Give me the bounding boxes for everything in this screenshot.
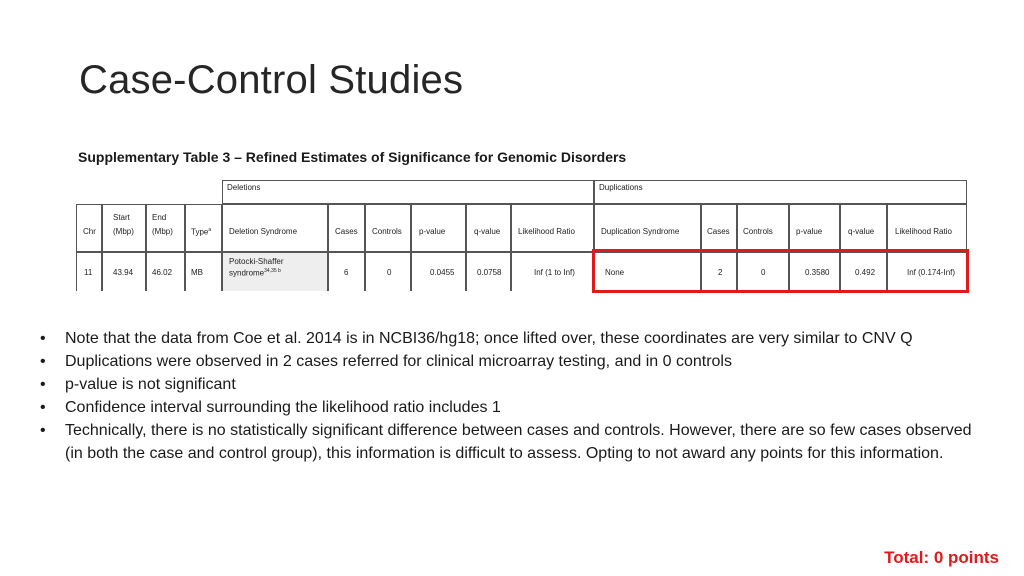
col-dup-lr: Likelihood Ratio — [887, 204, 967, 252]
bullet-icon: • — [40, 353, 46, 370]
col-type: Type$^a$ — [185, 204, 222, 252]
col-chr: Chr — [76, 204, 102, 252]
bullet-icon: • — [40, 399, 46, 416]
cell-del-pvalue: 0.0455 — [411, 252, 466, 291]
col-dup-controls: Controls — [737, 204, 789, 252]
bullet-icon: • — [40, 422, 46, 439]
deletions-group-header: Deletions — [222, 180, 594, 204]
list-item: • p-value is not significant — [40, 373, 980, 396]
col-start: Start (Mbp) — [102, 204, 146, 252]
list-item: • Confidence interval surrounding the likelihood ratio includes 1 — [40, 396, 980, 419]
cell-del-lr: Inf (1 to Inf) — [511, 252, 594, 291]
col-del-pvalue: p-value — [411, 204, 466, 252]
cell-del-qvalue: 0.0758 — [466, 252, 511, 291]
cell-del-cases: 6 — [328, 252, 365, 291]
cell-chr: 11 — [76, 252, 102, 291]
col-dup-pvalue: p-value — [789, 204, 840, 252]
col-del-cases: Cases — [328, 204, 365, 252]
total-points: Total: 0 points — [884, 548, 999, 567]
col-del-controls: Controls — [365, 204, 411, 252]
cell-dup-lr: Inf (0.174-Inf) — [887, 252, 967, 291]
bullet-list — [40, 327, 980, 465]
cell-dup-syndrome: None — [594, 252, 701, 291]
cell-del-controls: 0 — [365, 252, 411, 291]
cell-dup-pvalue: 0.3580 — [789, 252, 840, 291]
duplication-row-highlight-box — [592, 249, 969, 293]
cell-start: 43.94 — [102, 252, 146, 291]
bullet-icon: • — [40, 376, 46, 393]
cell-dup-controls: 0 — [737, 252, 789, 291]
col-del-lr: Likelihood Ratio — [511, 204, 594, 252]
slide-title: Case-Control Studies — [79, 58, 464, 102]
col-dup-syndrome: Duplication Syndrome — [594, 204, 701, 252]
list-item: • Technically, there is no statistically significant difference between cases and controls. However, there are so few cases observed (in both the case and control group), this information is difficult to assess. Opting to not award any points for this information. — [40, 419, 980, 465]
col-dup-cases: Cases — [701, 204, 737, 252]
duplications-group-header: Duplications — [594, 180, 967, 204]
cell-dup-cases: 2 — [701, 252, 737, 291]
list-item: • Duplications were observed in 2 cases referred for clinical microarray testing, and in 0 controls — [40, 350, 980, 373]
col-del-qvalue: q-value — [466, 204, 511, 252]
bullet-icon: • — [40, 330, 46, 347]
list-item: • Note that the data from Coe et al. 2014 is in NCBI36/hg18; once lifted over, these coordinates are very similar to CNV Q — [40, 327, 980, 350]
cell-del-syndrome: Potocki-Shaffer syndrome$^{34,35 b}$ — [222, 252, 328, 291]
cell-end: 46.02 — [146, 252, 185, 291]
col-end: End (Mbp) — [146, 204, 185, 252]
cell-dup-qvalue: 0.492 — [840, 252, 887, 291]
table-caption: Supplementary Table 3 – Refined Estimates of Significance for Genomic Disorders — [78, 149, 627, 165]
col-dup-qvalue: q-value — [840, 204, 887, 252]
col-del-syndrome: Deletion Syndrome — [222, 204, 328, 252]
cell-type: MB — [185, 252, 222, 291]
